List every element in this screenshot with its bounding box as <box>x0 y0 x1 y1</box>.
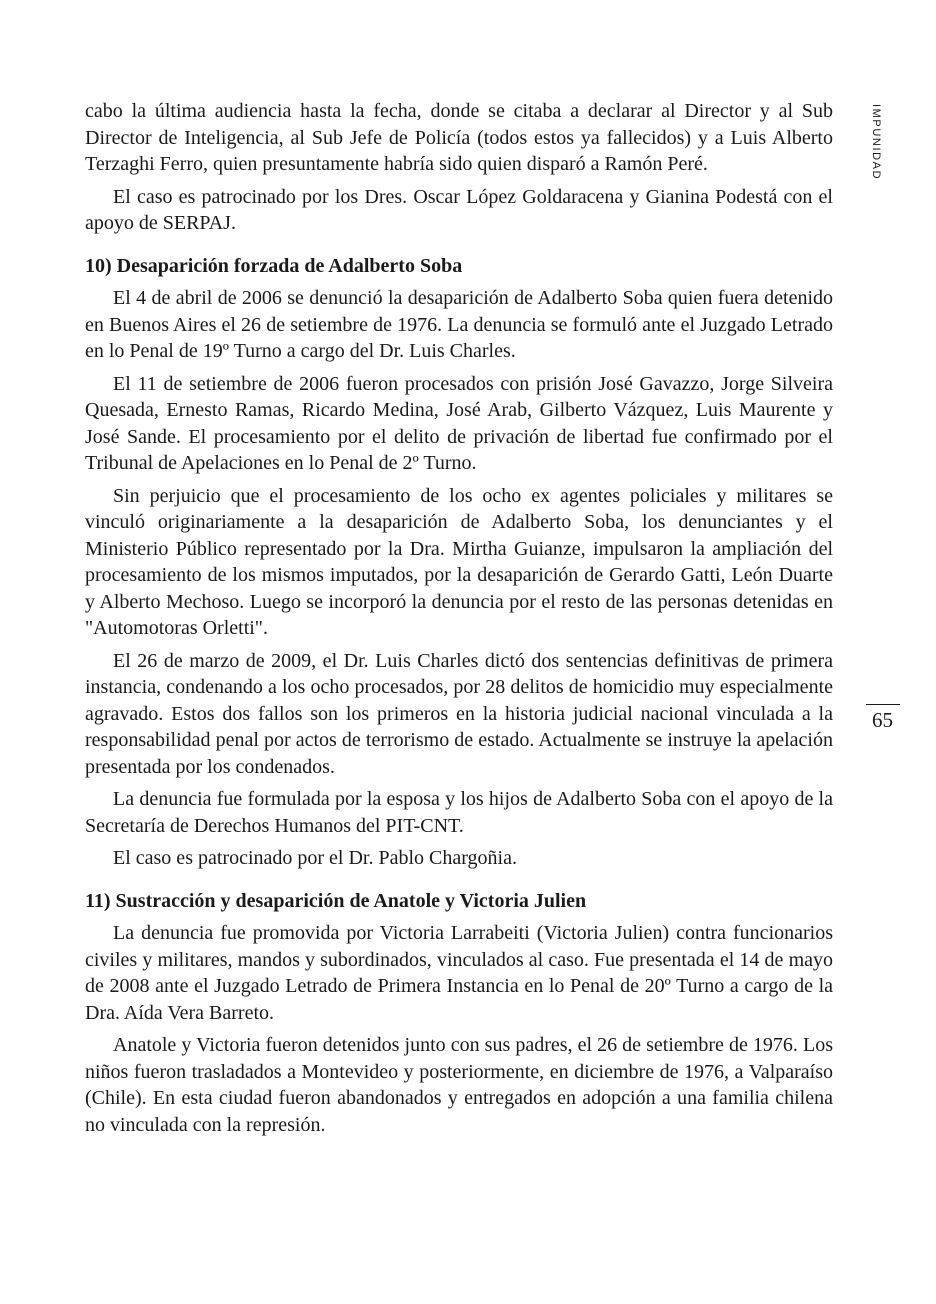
running-header: IMPUNIDAD <box>870 104 882 181</box>
intro-paragraph-2: El caso es patrocinado por los Dres. Oscar López Goldaracena y Gianina Podestá con el apoyo de SERPAJ. <box>85 185 833 234</box>
section-10-paragraph: Sin perjuicio que el procesamiento de los ocho ex agentes policiales y militares se vinculó originariamente a la desaparición de Adalberto Soba, los denunciantes y el Ministerio Público representado por la Dra. Mirtha Guianze, impulsaron la ampliación del procesamiento de los mismos imputados, por la desaparición de Gerardo Gatti, León Duarte y Alberto Mechoso. Luego se incorporó la denuncia por el resto de las personas detenidas en "Automotoras Orletti". <box>85 484 833 639</box>
section-10-paragraph: El 4 de abril de 2006 se denunció la desaparición de Adalberto Soba quien fuera detenido en Buenos Aires el 26 de setiembre de 1976. La denuncia se formuló ante el Juzgado Letrado en lo Penal de 19º Turno a cargo del Dr. Luis Charles. <box>85 287 833 362</box>
page-number-rule <box>866 704 900 705</box>
section-11-paragraph: Anatole y Victoria fueron detenidos junto con sus padres, el 26 de setiembre de 1976. Los niños fueron trasladados a Montevideo y posteriormente, en diciembre de 1976, a Valparaíso (Chile). En esta ciudad fueron abandonados y entregados en adopción a una familia chilena no vinculada con la represión. <box>85 1034 833 1136</box>
section-11-paragraph: La denuncia fue promovida por Victoria Larrabeiti (Victoria Julien) contra funcionarios civiles y militares, mandos y subordinados, vinculados al caso. Fue presentada el 14 de mayo de 2008 ante el Juzgado Letrado de Primera Instancia en lo Penal de 20º Turno a cargo de la Dra. Aída Vera Barreto. <box>85 922 833 1024</box>
section-10-paragraph: La denuncia fue formulada por la esposa y los hijos de Adalberto Soba con el apoyo de la Secretaría de Derechos Humanos del PIT-CNT. <box>85 788 833 837</box>
section-10-paragraph: El 11 de setiembre de 2006 fueron procesados con prisión José Gavazzo, Jorge Silveira Quesada, Ernesto Ramas, Ricardo Medina, José Arab, Gilberto Vázquez, Luis Maurente y José Sande. El procesamiento por el delito de privación de libertad fue confirmado por el Tribunal de Apelaciones en lo Penal de 2º Turno. <box>85 372 833 474</box>
body-text <box>85 98 833 1144</box>
section-10-heading: 10) Desaparición forzada de Adalberto Soba <box>85 254 463 277</box>
section-10-paragraph: El 26 de marzo de 2009, el Dr. Luis Charles dictó dos sentencias definitivas de primera instancia, condenando a los ocho procesados, por 28 delitos de homicidio muy especialmente agravado. Estos dos fallos son los primeros en la historia judicial nacional vinculada a la responsabilidad penal por actos de terrorismo de estado. Actualmente se instruye la apelación presentada por los condenados. <box>85 649 833 778</box>
intro-paragraph-1: cabo la última audiencia hasta la fecha, donde se citaba a declarar al Director y al Sub Director de Inteligencia, al Sub Jefe de Policía (todos estos ya fallecidos) y a Luis Alberto Terzaghi Ferro, quien presuntamente habría sido quien disparó a Ramón Peré. <box>85 100 833 175</box>
section-11-heading: 11) Sustracción y desaparición de Anatole y Victoria Julien <box>85 889 587 912</box>
section-10-paragraph: El caso es patrocinado por el Dr. Pablo Chargoñia. <box>113 847 517 869</box>
page-number: 65 <box>872 708 893 732</box>
